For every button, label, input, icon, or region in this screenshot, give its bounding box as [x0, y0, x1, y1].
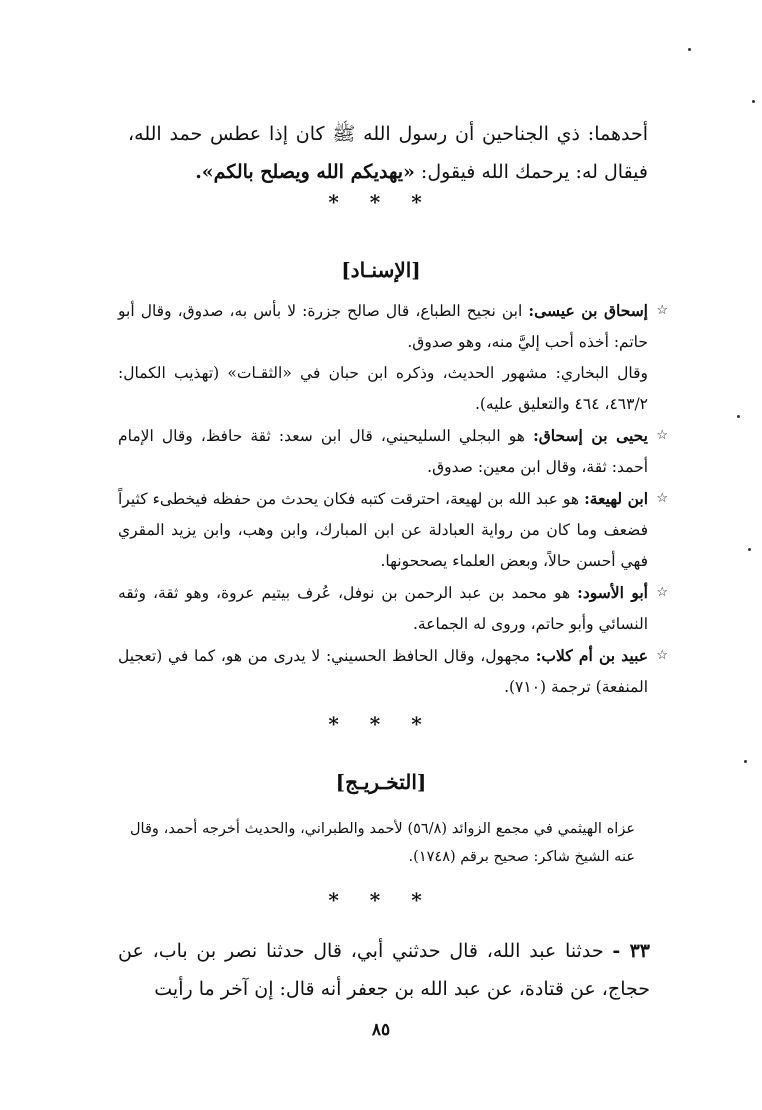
isnad-entry — [118, 577, 668, 640]
stars-divider-2: * * * — [328, 712, 434, 736]
scan-speck — [748, 548, 751, 551]
stars-divider-1: * * * — [328, 190, 434, 214]
narrator-text: مجهول، وقال الحافظ الحسيني: لا يدرى من هو، كما في (تعجيل المنفعة) ترجمة (٧١٠). — [118, 647, 648, 696]
narrator-name: ابن لهيعة: — [584, 489, 649, 508]
narrator-name: أبو الأسود: — [577, 583, 648, 602]
narrator-name: عبيد بن أم كلاب: — [535, 646, 648, 665]
star-marker-icon: ☆ — [656, 428, 668, 443]
star-marker-icon: ☆ — [656, 303, 668, 318]
page-number: ٨٥ — [371, 1020, 391, 1040]
star-marker-icon: ☆ — [656, 585, 668, 600]
narrator-name: إسحاق بن عيسى: — [528, 301, 648, 320]
takhrij-text: عزاه الهيثمي في مجمع الزوائد (٥٦/٨) لأحمد والطبراني، والحديث أخرجه أحمد، وقال عنه الشيخ شاكر: صحيح برقم (١٧٤٨). — [130, 821, 635, 865]
scan-speck — [688, 48, 691, 51]
hadith-paragraph — [118, 932, 650, 1008]
narrator-text: هو البجلي السليحيني، قال ابن سعد: ثقة حافظ، وقال الإمام أحمد: ثقة، وقال ابن معين: صدوق. — [118, 427, 648, 476]
scan-speck — [737, 415, 740, 418]
takhrij-heading: [التخـريـج] — [335, 770, 427, 794]
isnad-entry — [118, 640, 668, 703]
scan-speck — [744, 760, 747, 763]
isnad-entry — [118, 420, 668, 483]
narrator-text: هو محمد بن عبد الرحمن بن نوفل، عُرف بيتيم عروة، وهو ثقة، وثقه النسائي وأبو حاتم، وروى له الجماعة. — [118, 584, 648, 633]
stars-divider-3: * * * — [328, 888, 434, 912]
scan-speck — [752, 100, 755, 103]
paragraph-top-text: أحدهما: ذي الجناحين أن رسول الله ﷺ كان إذا عطس حمد الله، فيقال له: يرحمك الله فيقول: — [128, 123, 648, 183]
isnad-heading: [الإسنـاد] — [341, 258, 421, 282]
narrator-text: هو عبد الله بن لهيعة، احترقت كتبه فكان يحدث من حفظه فيخطىء كثيراً فضعف وما كان من رواية العبادلة عن ابن المبارك، وابن وهب، وابن يزيد المقري فهي أحسن حالاً، وبعض العلماء يصححونها. — [118, 490, 648, 570]
isnad-entry — [118, 483, 668, 577]
narrator-text: ابن نجيح الطباع، قال صالح جزرة: لا بأس به، صدوق، وقال أبو حاتم: أخذه أحب إليَّ منه، وهو صدوق. — [118, 302, 648, 351]
narrator-name: يحيى بن إسحاق: — [533, 426, 648, 445]
paragraph-top-quote: «يهديكم الله ويصلح بالكم». — [195, 161, 415, 183]
isnad-list — [118, 295, 668, 703]
star-marker-icon: ☆ — [656, 491, 668, 506]
narrator-subtext: وقال البخاري: مشهور الحديث، وذكره ابن حبان في «الثقـات» (تهذيب الكمال: ٤٦٣/٢، ٤٦٤ والتعليق عليه). — [118, 364, 648, 413]
star-marker-icon: ☆ — [656, 648, 668, 663]
paragraph-top — [128, 115, 648, 191]
hadith-number: ٣٣ - — [612, 940, 650, 962]
isnad-entry — [118, 295, 668, 420]
hadith-text: حدثنا عبد الله، قال حدثني أبي، قال حدثنا نصر بن باب، عن حجاج، عن قتادة، عن عبد الله بن جعفر أنه قال: إن آخر ما رأيت — [118, 940, 650, 1000]
